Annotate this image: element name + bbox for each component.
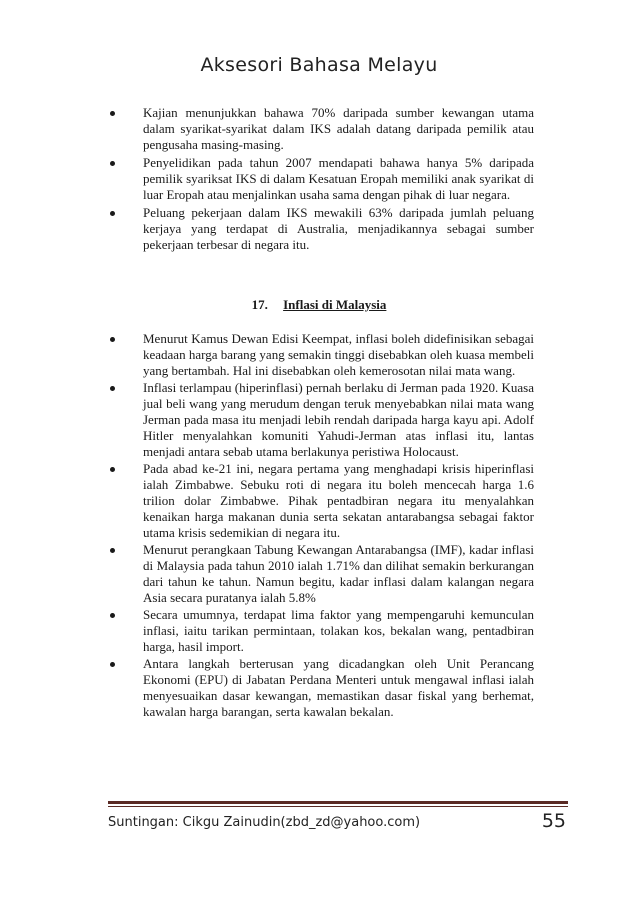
page-header-title: Aksesori Bahasa Melayu: [200, 54, 438, 76]
list-item: [108, 542, 534, 606]
list-item: [108, 205, 534, 253]
bullet-icon: [110, 613, 115, 618]
list-item: [108, 105, 534, 153]
footer-rule-thin: [108, 806, 568, 807]
section-title: Inflasi di Malaysia: [283, 297, 387, 312]
bullet-icon: [110, 467, 115, 472]
list-item-text: Secara umumnya, terdapat lima faktor yang mempengaruhi kemunculan inflasi, iaitu tarikan permintaan, tolakan kos, bekalan wang, pentadbiran harga, hasil import.: [143, 607, 534, 654]
list-item: [108, 155, 534, 203]
section-heading: [0, 297, 638, 313]
bullet-icon: [110, 161, 115, 166]
list-item: [108, 656, 534, 720]
list-item: [108, 461, 534, 541]
bullet-icon: [110, 548, 115, 553]
list-item-text: Peluang pekerjaan dalam IKS mewakili 63% daripada jumlah peluang kerjaya yang terdapat di Australia, menjadikannya sebagai sumber pekerjaan terbesar di negara itu.: [143, 205, 534, 252]
list-item-text: Antara langkah berterusan yang dicadangkan oleh Unit Perancang Ekonomi (EPU) di Jabatan Perdana Menteri untuk mengawal inflasi ialah menyesuaikan dasar kewangan, memastikan dasar fiskal yang berhemat, kawalan harga barangan, serta kawalan bekalan.: [143, 656, 534, 719]
list-item: [108, 380, 534, 460]
footer-rule: [108, 801, 568, 804]
bullet-icon: [110, 211, 115, 216]
list-item-text: Menurut Kamus Dewan Edisi Keempat, inflasi boleh didefinisikan sebagai keadaan harga barang yang semakin tinggi disebabkan oleh kuasa membeli yang bertambah. Hal ini disebabkan oleh kemerosotan nilai mata wang.: [143, 331, 534, 378]
list-item-text: Kajian menunjukkan bahawa 70% daripada sumber kewangan utama dalam syarikat-syarikat dalam IKS adalah datang daripada pemilik atau pengusaha masing-masing.: [143, 105, 534, 152]
list-item-text: Pada abad ke-21 ini, negara pertama yang menghadapi krisis hiperinflasi ialah Zimbabwe. Sebuku roti di negara itu boleh mencecah harga 1.6 trilion dolar Zimbabwe. Pihak pentadbiran negara itu menyalahkan kenaikan harga makanan dunia serta sekatan antarabangsa sebagai faktor utama krisis sedemikian di negara itu.: [143, 461, 534, 540]
list-item-text: Inflasi terlampau (hiperinflasi) pernah berlaku di Jerman pada 1920. Kuasa jual beli wang yang merudum dengan teruk menyebabkan nilai mata wang Jerman pada masa itu menjadi lebih rendah daripada harga kayu api. Adolf Hitler menyalahkan komuniti Yahudi-Jerman atas inflasi itu, lantas menjadi antara sebab utama berlakunya peristiwa Holocaust.: [143, 380, 534, 459]
bullet-icon: [110, 386, 115, 391]
footer-text: Suntingan: Cikgu Zainudin(zbd_zd@yahoo.com): [108, 815, 421, 830]
page-number: 55: [541, 810, 566, 832]
section-number: 17.: [251, 297, 268, 312]
list-item-text: Penyelidikan pada tahun 2007 mendapati bahawa hanya 5% daripada pemilik syariksat IKS di dalam Kesatuan Eropah memiliki anak syarikat di luar Eropah atau menjalinkan usaha sama dengan pihak di luar negara.: [143, 155, 534, 202]
list-item: [108, 331, 534, 379]
bullet-icon: [110, 111, 115, 116]
bullet-icon: [110, 337, 115, 342]
list-item: [108, 607, 534, 655]
bullet-list-iks: [108, 105, 534, 255]
list-item-text: Menurut perangkaan Tabung Kewangan Antarabangsa (IMF), kadar inflasi di Malaysia pada tahun 2010 ialah 1.71% dan dilihat semakin berkurangan dari tahun ke tahun. Namun begitu, kadar inflasi dalam kalangan negara Asia secara puratanya ialah 5.8%: [143, 542, 534, 605]
bullet-icon: [110, 662, 115, 667]
bullet-list-inflasi: [108, 331, 534, 721]
